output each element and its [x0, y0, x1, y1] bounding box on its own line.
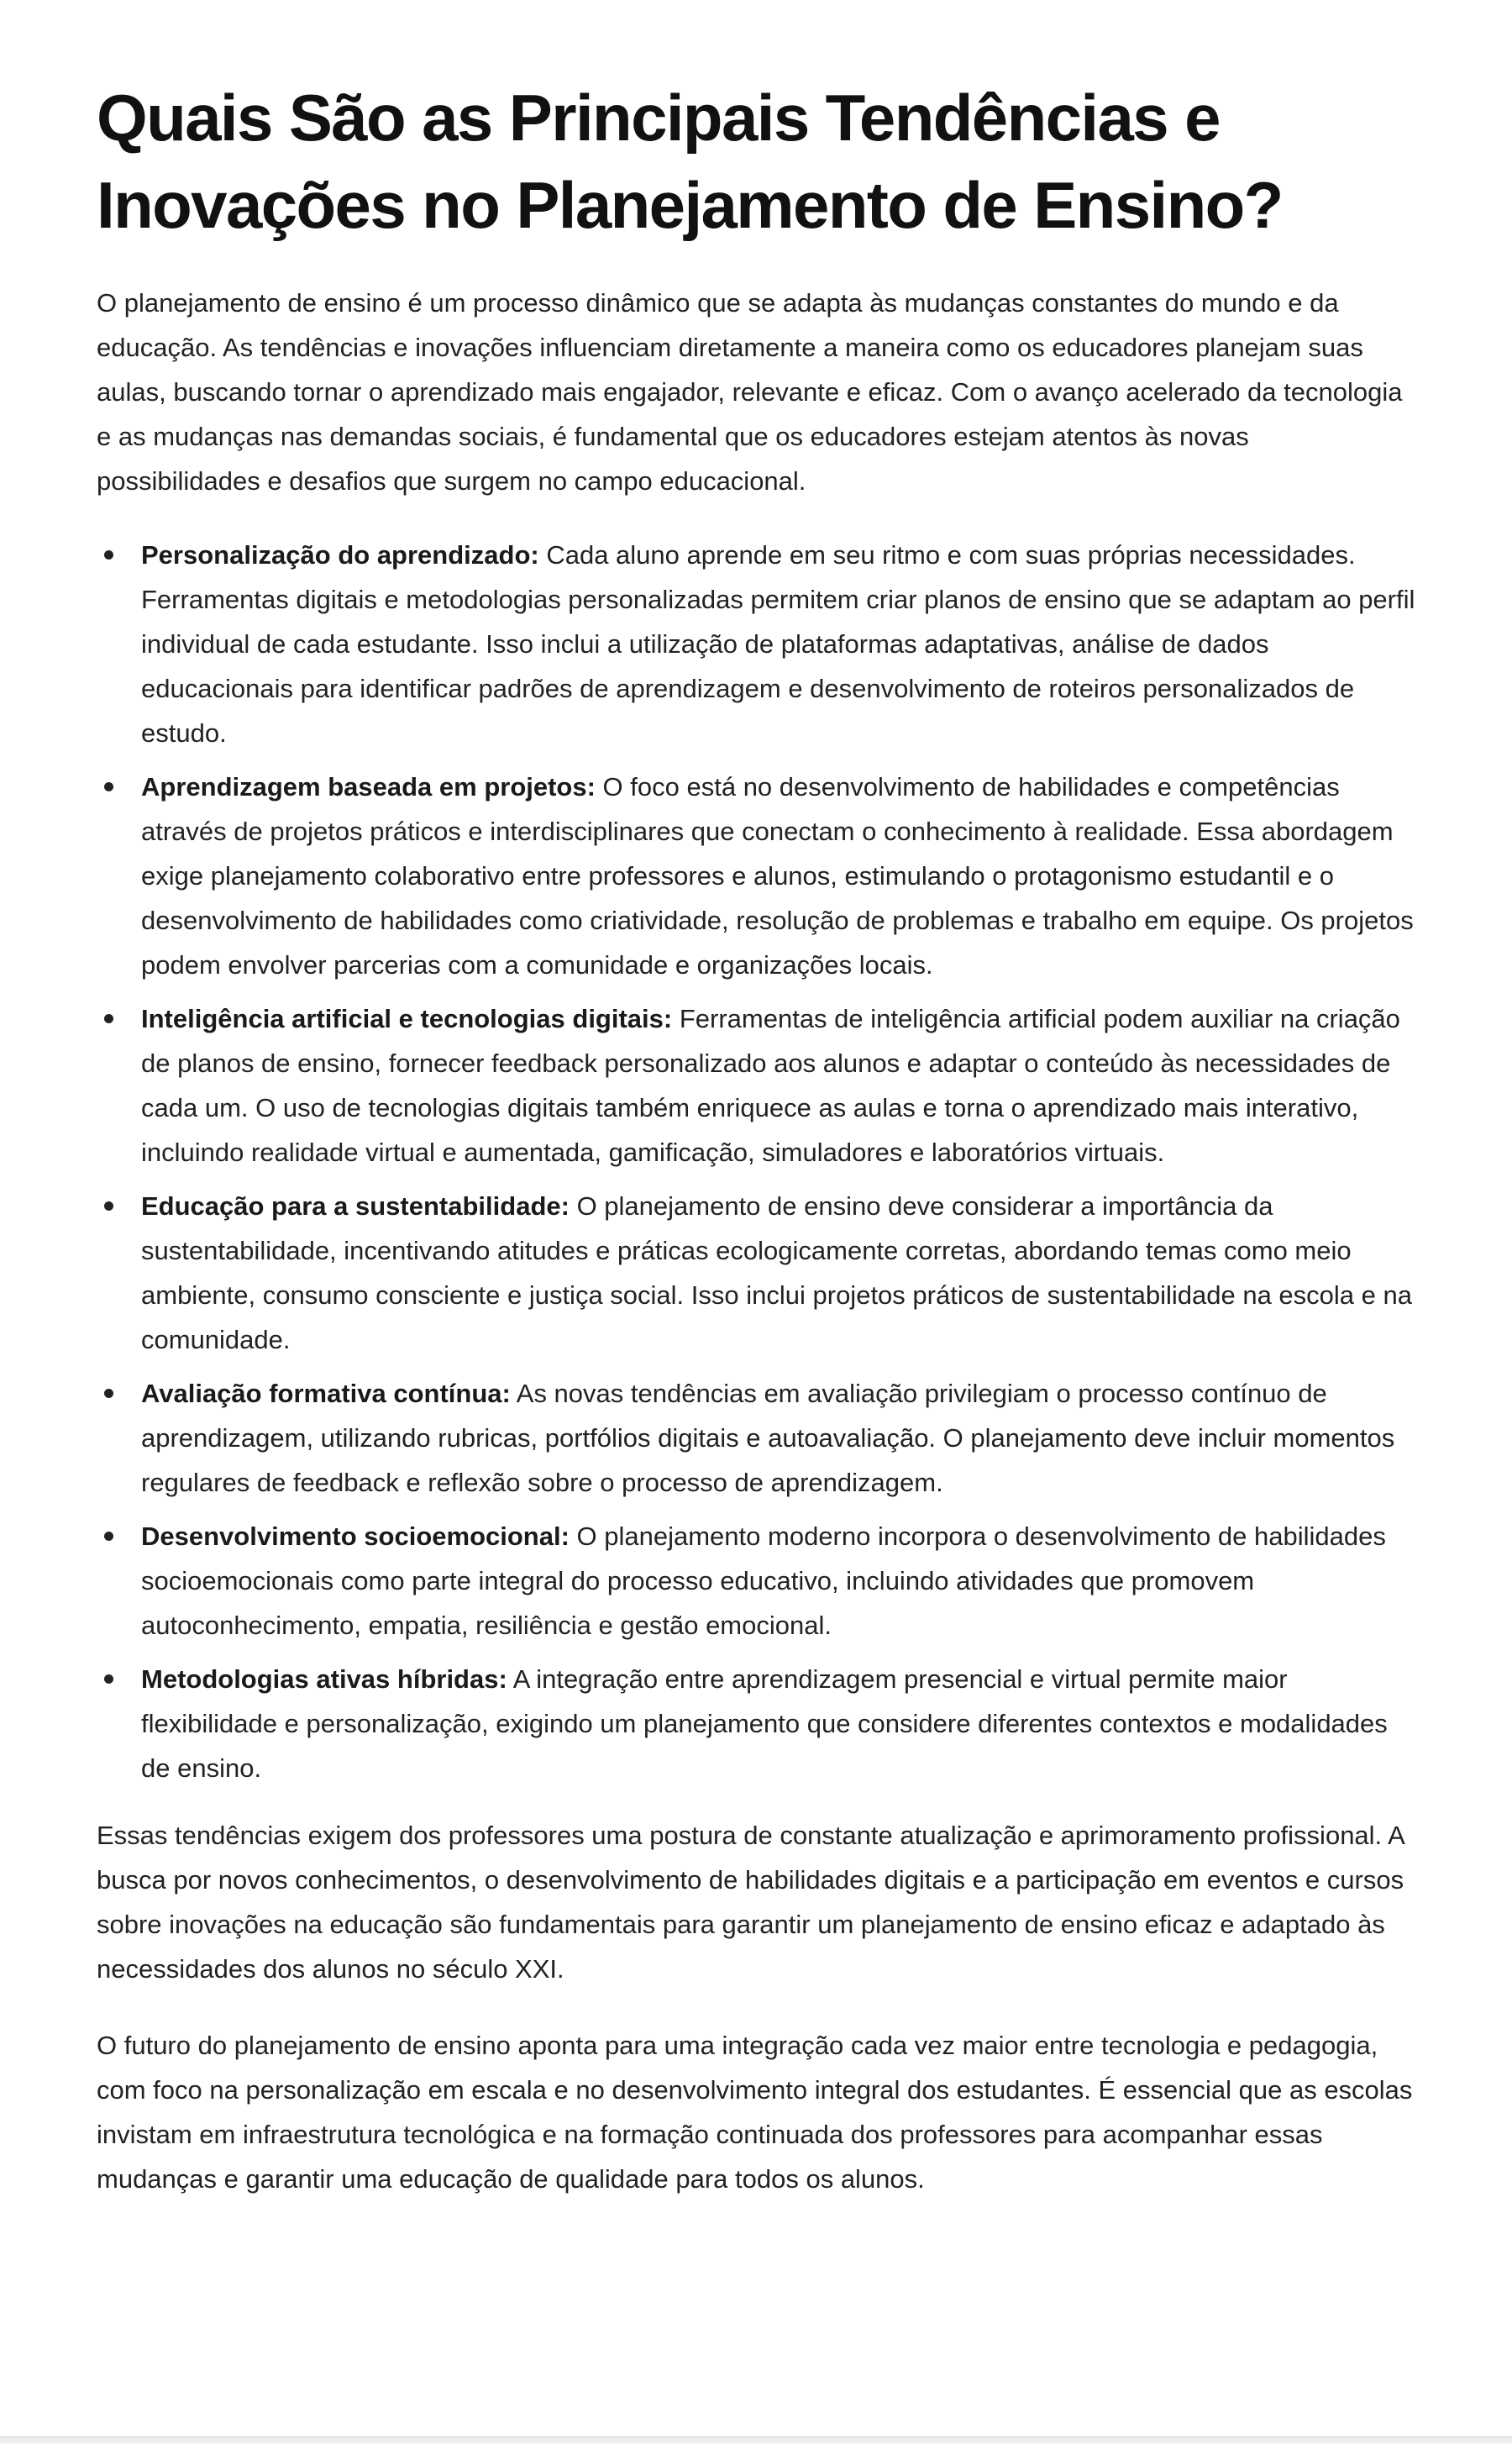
list-item-term: Aprendizagem baseada em projetos: — [141, 772, 596, 802]
article — [97, 74, 1415, 2201]
bullet-icon — [104, 550, 113, 560]
list-item — [97, 996, 1415, 1175]
bullet-icon — [104, 1014, 113, 1023]
page-title: Quais São as Principais Tendências e Inovações no Planejamento de Ensino? — [97, 81, 1283, 242]
closing-paragraph-2: O futuro do planejamento de ensino aponta para uma integração cada vez maior entre tecnologia e pedagogia, com foco na personalização em escala e no desenvolvimento integral dos estudantes. É essencial que as escolas invistam em infraestrutura tecnológica e na formação continuada dos professores para acompanhar essas mudanças e garantir uma educação de qualidade para todos os alunos. — [97, 2031, 1413, 2194]
bullet-icon — [104, 1201, 113, 1211]
list-item-text: Ferramentas de inteligência artificial podem auxiliar na criação de planos de ensino, fornecer feedback personalizado aos alunos e adaptar o conteúdo às necessidades de cada um. O uso de tecnologias digitais também enriquece as aulas e torna o aprendizado mais interativo, incluindo realidade virtual e aumentada, gamificação, simuladores e laboratórios virtuais. — [141, 1004, 1400, 1167]
list-item — [97, 1371, 1415, 1505]
list-item — [97, 1657, 1415, 1790]
list-item-text: O foco está no desenvolvimento de habilidades e competências através de projetos práticos e interdisciplinares que conectam o conhecimento à realidade. Essa abordagem exige planejamento colaborativo entre professores e alunos, estimulando o protagonismo estudantil e o desenvolvimento de habilidades como criatividade, resolução de problemas e trabalho em equipe. Os projetos podem envolver parcerias com a comunidade e organizações locais. — [141, 772, 1414, 980]
list-item-text: A integração entre aprendizagem presencial e virtual permite maior flexibilidade e personalização, exigindo um planejamento que considere diferentes contextos e modalidades de ensino. — [141, 1664, 1388, 1783]
list-item — [97, 765, 1415, 987]
list-item-text: O planejamento de ensino deve considerar a importância da sustentabilidade, incentivando atitudes e práticas ecologicamente corretas, abordando temas como meio ambiente, consumo consciente e justiça social. Isso inclui projetos práticos de sustentabilidade na escola e na comunidade. — [141, 1191, 1412, 1354]
intro-paragraph: O planejamento de ensino é um processo dinâmico que se adapta às mudanças constantes do mundo e da educação. As tendências e inovações influenciam diretamente a maneira como os educadores planejam suas aulas, buscando tornar o aprendizado mais engajador, relevante e eficaz. Com o avanço acelerado da tecnologia e as mudanças nas demandas sociais, é fundamental que os educadores estejam atentos às novas possibilidades e desafios que surgem no campo educacional. — [97, 288, 1403, 496]
bullet-icon — [104, 1389, 113, 1398]
list-item-term: Avaliação formativa contínua: — [141, 1379, 511, 1408]
list-item — [97, 533, 1415, 755]
bullet-icon — [104, 782, 113, 791]
list-item-text: As novas tendências em avaliação privilegiam o processo contínuo de aprendizagem, utilizando rubricas, portfólios digitais e autoavaliação. O planejamento deve incluir momentos regulares de feedback e reflexão sobre o processo de aprendizagem. — [141, 1379, 1395, 1497]
list-item-text: O planejamento moderno incorpora o desenvolvimento de habilidades socioemocionais como parte integral do processo educativo, incluindo atividades que promovem autoconhecimento, empatia, resiliência e gestão emocional. — [141, 1522, 1386, 1640]
bullet-icon — [104, 1674, 113, 1684]
list-item-text: Cada aluno aprende em seu ritmo e com suas próprias necessidades. Ferramentas digitais e metodologias personalizadas permitem criar planos de ensino que se adaptam ao perfil individual de cada estudante. Isso inclui a utilização de plataformas adaptativas, análise de dados educacionais para identificar padrões de aprendizagem e desenvolvimento de roteiros personalizados de estudo. — [141, 540, 1415, 748]
list-item — [97, 1514, 1415, 1648]
list-item-term: Personalização do aprendizado: — [141, 540, 539, 570]
list-item — [97, 1184, 1415, 1362]
trends-list — [97, 533, 1415, 1790]
list-item-term: Desenvolvimento socioemocional: — [141, 1522, 570, 1551]
list-item-term: Educação para a sustentabilidade: — [141, 1191, 570, 1221]
list-item-term: Metodologias ativas híbridas: — [141, 1664, 507, 1694]
bullet-icon — [104, 1532, 113, 1541]
closing-paragraph-1: Essas tendências exigem dos professores uma postura de constante atualização e aprimoramento profissional. A busca por novos conhecimentos, o desenvolvimento de habilidades digitais e a participação em eventos e cursos sobre inovações na educação são fundamentais para garantir um planejamento de ensino eficaz e adaptado às necessidades dos alunos no século XXI. — [97, 1821, 1404, 1984]
list-item-term: Inteligência artificial e tecnologias digitais: — [141, 1004, 673, 1033]
